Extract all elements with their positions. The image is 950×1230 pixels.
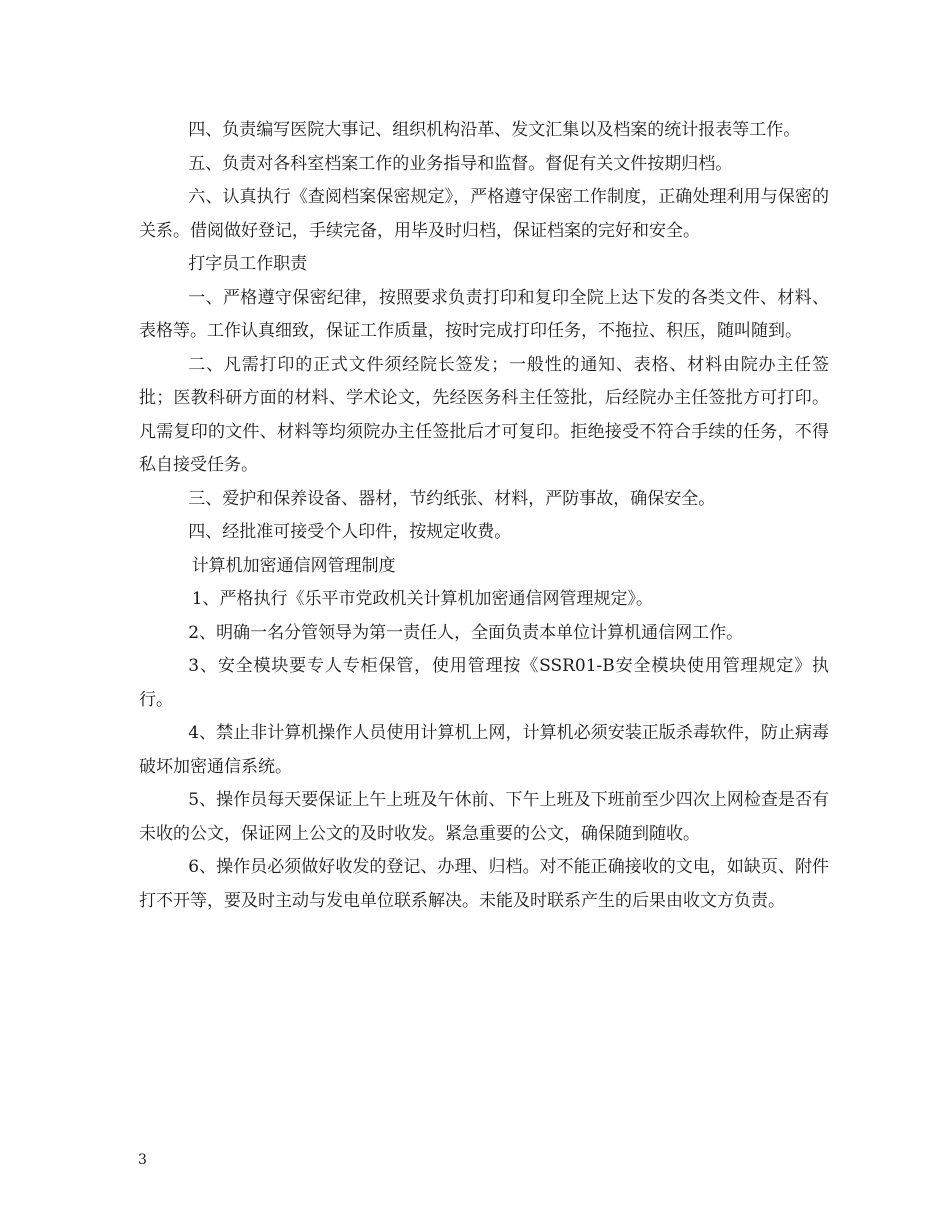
paragraph-archive-duty-4: 四、负责编写医院大事记、组织机构沿革、发文汇集以及档案的统计报表等工作。 [188, 120, 801, 140]
page-number: 3 [138, 1152, 147, 1168]
paragraph-network-rule-2: 2、明确一名分管领导为第一责任人，全面负责本单位计算机通信网工作。 [188, 622, 744, 643]
paragraph-network-rule-6: 6、操作员必须做好收发的登记、办理、归档。对不能正确接收的文电，如缺页、附件打不开等，要及时主动与发电单位联系解决。未能及时联系产生的后果由收文方负责。 [139, 857, 829, 911]
paragraph-typist-duty-2: 二、凡需打印的正式文件须经院长签发；一般性的通知、表格、材料由院办主任签批；医教科研方面的材料、学术论文，先经医务科主任签批，后经院办主任签批方可打印。凡需复印的文件、材料等均须院办主任签批后才可复印。拒绝接受不符合手续的任务，不得私自接受任务。 [139, 354, 829, 475]
paragraph-network-rule-5: 5、操作员每天要保证上午上班及午休前、下午上班及下班前至少四次上网检查是否有未收的公文，保证网上公文的及时收发。紧急重要的公文，确保随到随收。 [139, 790, 829, 844]
paragraph-network-rule-1: 1、严格执行《乐平市党政机关计算机加密通信网管理规定》。 [191, 589, 654, 609]
section-heading-network: 计算机加密通信网管理制度 [191, 555, 396, 576]
paragraph-archive-duty-6: 六、认真执行《查阅档案保密规定》，严格遵守保密工作制度，正确处理利用与保密的关系。借阅做好登记，手续完备，用毕及时归档，保证档案的完好和安全。 [139, 187, 829, 241]
section-heading-typist: 打字员工作职责 [188, 254, 308, 274]
paragraph-typist-duty-1: 一、严格遵守保密纪律，按照要求负责打印和复印全院上达下发的各类文件、材料、表格等。工作认真细致，保证工作质量，按时完成打印任务，不拖拉、积压，随叫随到。 [139, 287, 829, 341]
document-body [139, 114, 829, 918]
paragraph-network-rule-4: 4、禁止非计算机操作人员使用计算机上网，计算机必须安装正版杀毒软件，防止病毒破坏加密通信系统。 [139, 723, 829, 777]
paragraph-network-rule-3: 3、安全模块要专人专柜保管，使用管理按《SSR01-B安全模块使用管理规定》执行。 [139, 656, 829, 710]
paragraph-typist-duty-3: 三、爱护和保养设备、器材，节约纸张、材料，严防事故，确保安全。 [188, 488, 716, 509]
paragraph-typist-duty-4: 四、经批准可接受个人印件，按规定收费。 [188, 522, 512, 542]
paragraph-archive-duty-5: 五、负责对各科室档案工作的业务指导和监督。督促有关文件按期归档。 [188, 153, 733, 174]
